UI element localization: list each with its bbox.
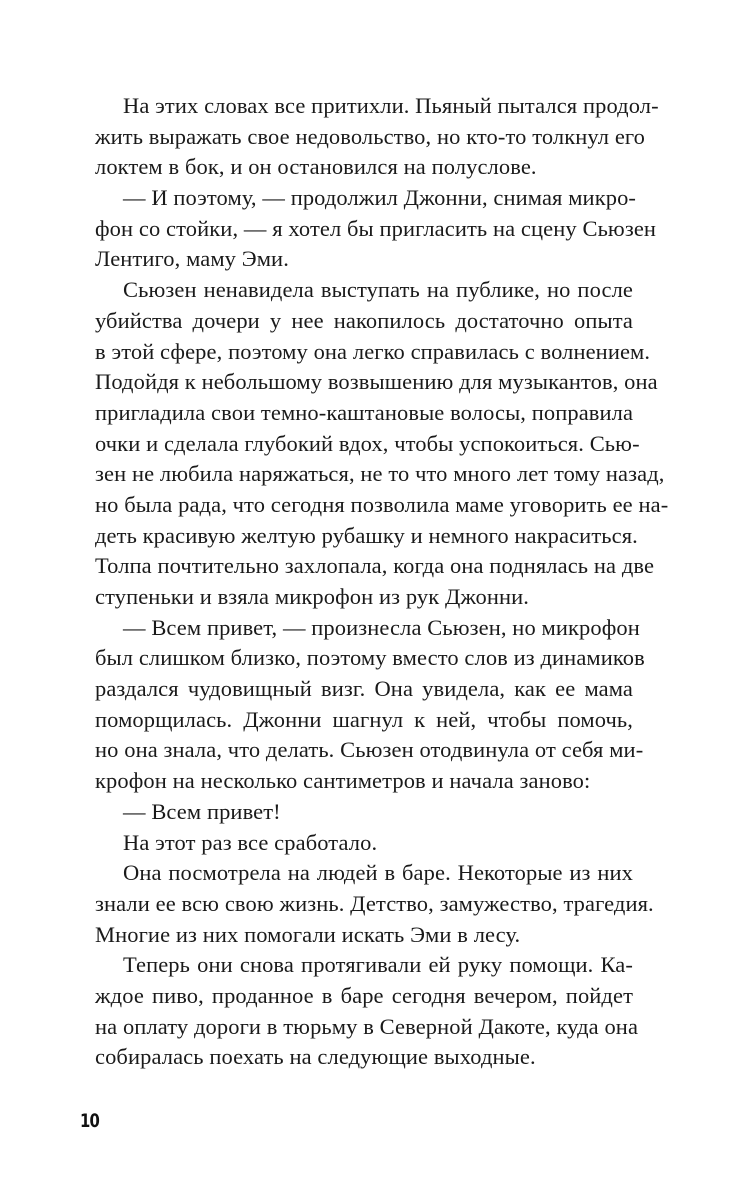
text-line: Она посмотрела на людей в баре. Некоторые из них [123, 860, 633, 886]
text-line: был слишком близко, поэтому вместо слов из динамиков [95, 645, 645, 671]
text-line: но она знала, что делать. Сьюзен отодвинула от себя ми- [95, 737, 644, 763]
text-line: На этих словах все притихли. Пьяный пытался продол- [123, 93, 659, 118]
page-number: 10 [80, 1110, 100, 1132]
text-line: — И поэтому, — продолжил Джонни, снимая микро- [123, 185, 637, 211]
text-line: жить выражать свое недовольство, но кто-то толкнул его [95, 123, 646, 149]
text-line: крофон на несколько сантиметров и начала заново: [95, 768, 591, 794]
text-line: раздался чудовищный визг. Она увидела, как ее мама [95, 676, 633, 702]
text-line: убийства дочери у нее накопилось достаточно опыта [95, 307, 633, 333]
text-line: ступеньки и взяла микрофон из рук Джонни. [95, 584, 530, 609]
text-line: На этот раз все сработало. [123, 829, 378, 855]
text-line: фон со стойки, — я хотел бы пригласить на сцену Сьюзен [95, 215, 657, 241]
text-line: пригладила свои темно-каштановые волосы, поправила [95, 399, 634, 425]
text-line: Толпа почтительно захлопала, когда она поднялась на две [95, 553, 655, 579]
text-line: Многие из них помогали искать Эми в лесу. [95, 921, 521, 947]
text-line: Подойдя к небольшому возвышению для музыкантов, она [95, 369, 658, 395]
text-line: собиралась поехать на следующие выходные. [95, 1044, 536, 1070]
text-line: Теперь они снова протягивали ей руку помощи. Ка- [123, 952, 633, 978]
text-line: но была рада, что сегодня позволила маме уговорить ее на- [95, 491, 669, 517]
text-line: очки и сделала глубокий вдох, чтобы успокоиться. Сью- [95, 430, 640, 456]
text-line: локтем в бок, и он остановился на полуслове. [95, 154, 537, 180]
text-line: Лентиго, маму Эми. [95, 246, 289, 272]
text-line: Сьюзен ненавидела выступать на публике, но после [123, 277, 633, 303]
text-line: — Всем привет, — произнесла Сьюзен, но микрофон [123, 614, 640, 640]
text-line: в этой сфере, поэтому она легко справилась с волнением. [95, 338, 651, 364]
text-line: поморщилась. Джонни шагнул к ней, чтобы помочь, [95, 706, 633, 732]
page-body-text [95, 91, 669, 1073]
text-line: на оплату дороги в тюрьму в Северной Дакоте, куда она [95, 1013, 639, 1039]
text-line: зен не любила наряжаться, не то что много лет тому назад, [95, 461, 665, 487]
text-line: деть красивую желтую рубашку и немного накраситься. [95, 522, 638, 548]
text-line: знали ее всю свою жизнь. Детство, замужество, трагедия. [95, 890, 654, 916]
text-line: — Всем привет! [123, 798, 281, 824]
text-line: ждое пиво, проданное в баре сегодня вечером, пойдет [95, 982, 633, 1008]
